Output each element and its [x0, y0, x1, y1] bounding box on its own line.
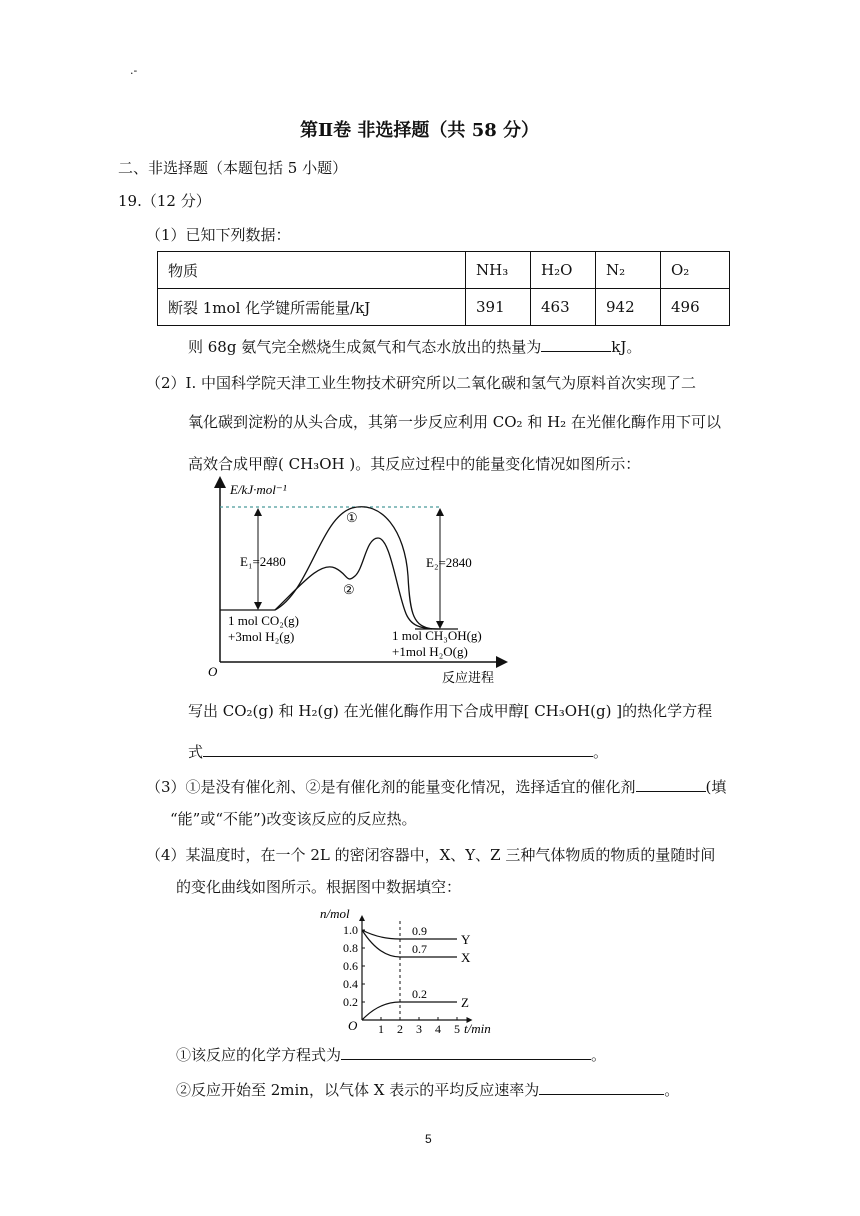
sub-question-1-intro: （1）已知下列数据：: [146, 226, 291, 244]
chart-y-tick-label: 0.4: [343, 977, 358, 991]
sub-question-2-ask-line2: [188, 741, 608, 762]
sub-question-2-ask-line1: 写出 CO₂(g) 和 H₂(g) 在光催化酶作用下合成甲醇[ CH₃OH(g) ]的热化学方程: [188, 702, 713, 720]
chart-y-arrow: [359, 915, 365, 921]
product-label-2: +1mol H₂O(g): [392, 644, 468, 659]
chart-y-label: n/mol: [320, 906, 350, 921]
x-axis-label: 反应进程: [442, 670, 495, 685]
curve-uncatalyzed: [275, 507, 432, 629]
chart-data-label: 0.7: [412, 942, 427, 956]
chart-series-line: [362, 930, 457, 939]
table-cell: N₂: [596, 252, 661, 289]
e2-label: E₂=2840: [426, 555, 472, 570]
answer-blank[interactable]: [541, 337, 611, 352]
section-title: 第Ⅱ卷 非选择题（共 58 分）: [300, 120, 540, 141]
chart-y-tick-label: 0.2: [343, 995, 358, 1009]
chart-x-tick-label: 3: [416, 1022, 422, 1036]
table-header-row: [158, 252, 730, 289]
chart-x-tick-label: 4: [435, 1022, 441, 1036]
chart-y-tick-label: 0.8: [343, 941, 358, 955]
sub-question-4-line2: 的变化曲线如图所示。根据图中数据填空：: [176, 878, 462, 896]
answer-blank[interactable]: [636, 777, 706, 792]
corner-mark: .-: [130, 64, 138, 77]
chart-x-tick-label: 1: [378, 1022, 384, 1036]
part-heading: 二、非选择题（本题包括 5 小题）: [118, 159, 348, 177]
curve-2-label: ②: [343, 582, 355, 597]
page-number: 5: [425, 1132, 432, 1146]
table-cell: 942: [596, 289, 661, 326]
chart-y-tick-label: 1.0: [343, 923, 358, 937]
product-label-1: 1 mol CH₃OH(g): [392, 628, 482, 643]
curve-1-label: ①: [346, 510, 358, 525]
e1-label: E₁=2480: [240, 554, 286, 569]
sub-question-3-line1: [146, 776, 726, 797]
question-text: 。: [664, 1081, 680, 1099]
sub-question-2-line3: 高效合成甲醇( CH₃OH )。其反应过程中的能量变化情况如图所示：: [188, 455, 641, 473]
chart-x-label: t/min: [464, 1021, 491, 1036]
question-text: ②反应开始至 2min，以气体 X 表示的平均反应速率为: [176, 1081, 540, 1099]
table-cell: 463: [531, 289, 596, 326]
bond-energy-table: [157, 251, 730, 326]
question-text: 式: [188, 743, 204, 761]
reactant-label-1: 1 mol CO₂(g): [228, 613, 299, 628]
table-cell: O₂: [661, 252, 730, 289]
question-header: 19.（12 分）: [118, 192, 211, 210]
chart-x-tick-label: 5: [454, 1022, 460, 1036]
amount-vs-time-chart: [312, 900, 512, 1040]
table-cell: 断裂 1mol 化学键所需能量/kJ: [158, 289, 466, 326]
table-cell: H₂O: [531, 252, 596, 289]
sub-question-4-q2: [176, 1079, 679, 1100]
table-cell: NH₃: [466, 252, 531, 289]
chart-series-name: Y: [461, 932, 471, 947]
reactant-label-2: +3mol H₂(g): [228, 629, 295, 644]
chart-series-name: Z: [461, 995, 469, 1010]
y-axis-label: E/kJ·mol⁻¹: [230, 482, 287, 497]
sub-question-4-line1: （4）某温度时，在一个 2L 的密闭容器中，X、Y、Z 三种气体物质的物质的量随时间: [146, 846, 716, 864]
question-text: (填: [705, 778, 727, 796]
question-text: 。: [593, 743, 609, 761]
sub-question-2-line2: 氧化碳到淀粉的从头合成，其第一步反应利用 CO₂ 和 H₂ 在光催化酶作用下可以: [188, 413, 721, 431]
table-row: [158, 289, 730, 326]
table-cell: 391: [466, 289, 531, 326]
question-text: （3）①是没有催化剂、②是有催化剂的能量变化情况，选择适宜的催化剂: [146, 778, 636, 796]
chart-data-label: 0.9: [412, 924, 427, 938]
origin-label: O: [208, 664, 218, 679]
chart-x-tick-label: 2: [397, 1022, 403, 1036]
table-cell: 物质: [158, 252, 466, 289]
answer-blank[interactable]: [203, 742, 593, 757]
question-text: kJ。: [611, 338, 642, 356]
chart-y-tick-label: 0.6: [343, 959, 358, 973]
question-text: 。: [591, 1046, 607, 1064]
chart-origin-label: O: [348, 1018, 358, 1033]
energy-profile-diagram: [200, 476, 520, 690]
sub-question-4-q1: [176, 1044, 606, 1065]
table-cell: 496: [661, 289, 730, 326]
sub-question-2-line1: （2）I. 中国科学院天津工业生物技术研究所以二氧化碳和氢气为原料首次实现了二: [146, 374, 697, 392]
answer-blank[interactable]: [341, 1045, 591, 1060]
chart-series-line: [362, 1002, 457, 1020]
question-text: 则 68g 氨气完全燃烧生成氮气和气态水放出的热量为: [188, 338, 542, 356]
chart-data-label: 0.2: [412, 987, 427, 1001]
answer-blank[interactable]: [539, 1080, 664, 1095]
sub-question-1-text: [188, 336, 641, 357]
question-text: ①该反应的化学方程式为: [176, 1046, 342, 1064]
chart-series-name: X: [461, 950, 471, 965]
chart-series-line: [362, 930, 457, 957]
sub-question-3-line2: “能”或“不能”)改变该反应的反应热。: [170, 810, 417, 828]
